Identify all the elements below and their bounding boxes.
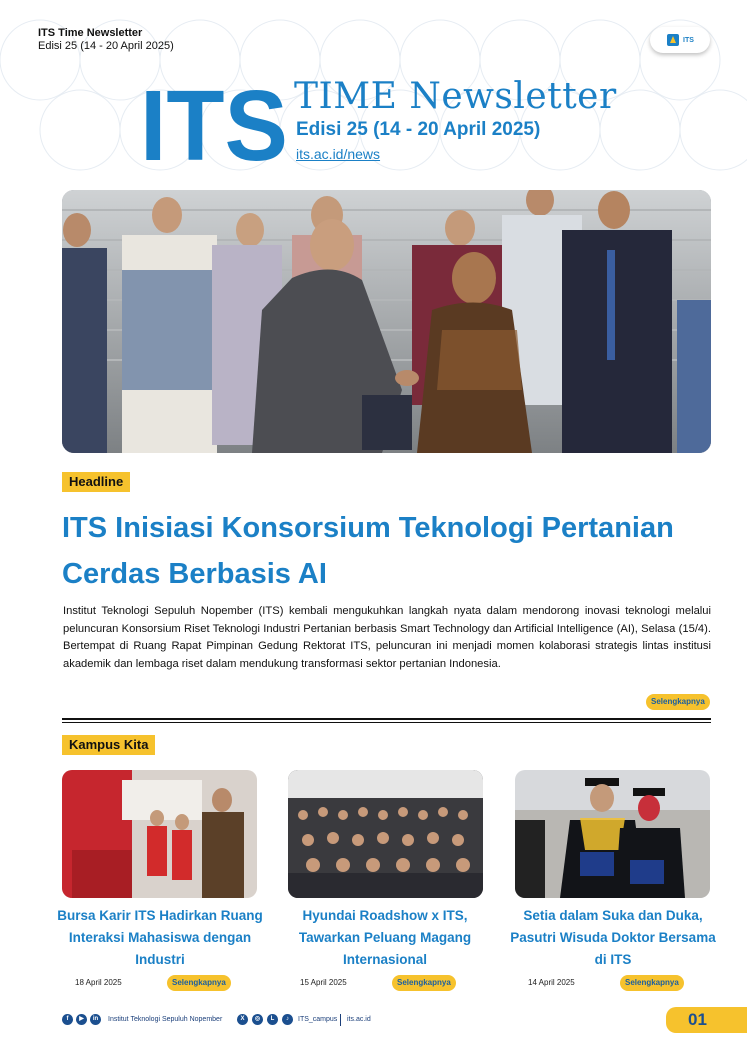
card-2-title[interactable]: Hyundai Roadshow x ITS, Tawarkan Peluang Magang Internasional <box>298 908 472 967</box>
headline-tag: Headline <box>62 472 130 492</box>
headline-title[interactable]: ITS Inisiasi Konsorsium Teknologi Pertanian Cerdas Berbasis AI <box>62 512 674 590</box>
its-logo <box>140 80 290 166</box>
newsletter-name: ITS Time Newsletter <box>38 27 143 39</box>
card-1-photo[interactable] <box>62 770 257 898</box>
tiktok-icon[interactable]: ♪ <box>282 1014 293 1025</box>
card-3-photo[interactable] <box>515 770 710 898</box>
logo-text: ITS <box>140 80 288 166</box>
card-3-date: 14 April 2025 <box>528 978 575 987</box>
headline-more-button[interactable]: Selengkapnya <box>646 694 710 710</box>
its-emblem-icon <box>666 33 680 47</box>
its-badge <box>650 27 710 53</box>
page-number: 01 <box>666 1007 747 1033</box>
card-1-title[interactable]: Bursa Karir ITS Hadirkan Ruang Interaksi Mahasiswa dengan Industri <box>57 908 263 967</box>
footer-separator <box>340 1014 341 1026</box>
news-link[interactable]: its.ac.id/news <box>296 146 381 162</box>
card-3-title[interactable]: Setia dalam Suka dan Duka, Pasutri Wisuda Doktor Bersama di ITS <box>510 908 716 967</box>
badge-text: ITS <box>683 36 694 44</box>
linkedin-icon[interactable]: in <box>90 1014 101 1025</box>
roadshow-photo-illustration <box>288 770 483 898</box>
divider-top <box>62 718 711 720</box>
footer-institution: Institut Teknologi Sepuluh Nopember <box>108 1016 223 1023</box>
career-fair-photo-illustration <box>62 770 257 898</box>
masthead-edition: Edisi 25 (14 - 20 April 2025) <box>296 119 541 140</box>
campus-tag: Kampus Kita <box>62 735 155 755</box>
card-2-photo[interactable] <box>288 770 483 898</box>
footer-site[interactable]: its.ac.id <box>347 1016 371 1023</box>
masthead-title: TIME Newsletter <box>294 76 617 117</box>
footer-handle: ITS_campus <box>298 1016 338 1023</box>
youtube-icon[interactable]: ▶ <box>76 1014 87 1025</box>
card-1-date: 18 April 2025 <box>75 978 122 987</box>
hero-photo <box>62 190 711 453</box>
instagram-icon[interactable]: ◎ <box>252 1014 263 1025</box>
x-icon[interactable]: X <box>237 1014 248 1025</box>
handshake-photo-illustration <box>62 190 711 453</box>
divider-bottom <box>62 722 711 723</box>
line-icon[interactable]: L <box>267 1014 278 1025</box>
card-1-more-button[interactable]: Selengkapnya <box>167 975 231 991</box>
header-meta <box>38 27 174 53</box>
headline-body: Institut Teknologi Sepuluh Nopember (ITS) kembali mengukuhkan langkah nyata dalam mendorong inovasi teknologi melalui peluncuran Konsorsium Riset Teknologi Industri Pertanian berbasis Smart Technology dan Artificial Intelligence (AI), Selasa (15/4). Bertempat di Ruang Rapat Pimpinan Gedung Rektorat ITS, peluncuran ini menjadi momen kolaborasi strategis lintas institusi akademik dan lembaga riset dalam mendukung transformasi sektor pertanian Indonesia. <box>63 605 711 670</box>
card-2-more-button[interactable]: Selengkapnya <box>392 975 456 991</box>
graduation-photo-illustration <box>515 770 710 898</box>
card-2-date: 15 April 2025 <box>300 978 347 987</box>
edition-short: Edisi 25 (14 - 20 April 2025) <box>38 40 174 52</box>
facebook-icon[interactable]: f <box>62 1014 73 1025</box>
card-3-more-button[interactable]: Selengkapnya <box>620 975 684 991</box>
